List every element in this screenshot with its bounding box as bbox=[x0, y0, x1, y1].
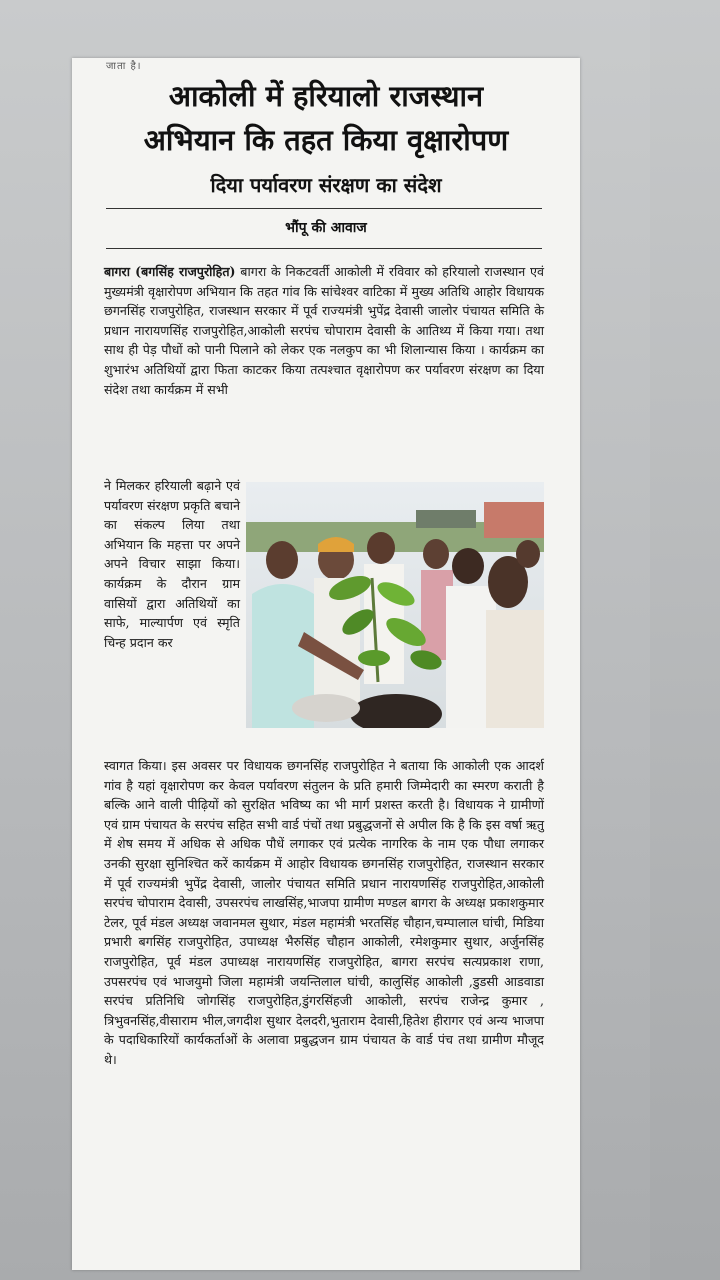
byline: भौंपू की आवाज bbox=[285, 220, 367, 236]
headline-line-2: अभियान कि तहत किया वृक्षारोपण bbox=[143, 123, 509, 157]
newspaper-clipping bbox=[72, 58, 580, 1270]
article-paragraph-1 bbox=[104, 262, 544, 399]
plantation-photo bbox=[246, 482, 544, 728]
paragraph-1-text: बागरा के निकटवर्ती आकोली में रविवार को हरियालो राजस्थान एवं मुख्यमंत्री वृक्षारोपण अभियान कि तहत गांव कि सांचेश्वर वाटिका में मुख्य अतिथि आहोर विधायक छगनसिंह राजपुरोहित, राजस्थान सरकार में पूर्व राज्यमंत्री भुपेंद्र देवासी जालोर पंचायत समिति के प्रधान नारायणसिंह राजपुरोहित,आकोली सरपंच चोपाराम देवासी के आतिथ्य में किया गया। तथा साथ ही पेड़ पौधों को पानी पिलाने को लेकर एक नलकुप का भी शिलान्यास किया । कार्यक्रम का शुभारंभ अतिथियों द्वारा फिता काटकर किया तत्पश्चात वृक्षारोपण कर पर्यावरण संरक्षण का दिया संदेश तथा कार्यक्रम में सभी bbox=[104, 264, 544, 397]
article-paragraph-3: स्वागत किया। इस अवसर पर विधायक छगनसिंह राजपुरोहित ने बताया कि आकोली एक आदर्श गांव है यहां वृक्षारोपण कर केवल पर्यावरण संतुलन के प्रति हमारी जिम्मेदारी का स्मरण कराती है बल्कि आने वाली पीढ़ियों को सुरक्षित भविष्य का भी मार्ग प्रशस्त करती है। विधायक ने ग्रामीणों एवं ग्राम पंचायत के सरपंच सहित सभी वार्ड पंचों तथा प्रबुद्धजनों से अपील कि है कि इस वर्षा ऋतु में शेष समय में अधिक से अधिक पौधें लगाकर एवं प्रत्येक नागरिक के नाम एक पौधा लगाकर उनकी सुरक्षा सुनिश्चित करें कार्यक्रम में आहोर विधायक छगनसिंह राजपुरोहित, राजस्थान सरकार में पूर्व राज्यमंत्री भुपेंद्र देवासी, जालोर पंचायत समिति प्रधान नारायणसिंह राजपुरोहित,आकोली सरपंच चोपाराम देवासी, उपसरपंच लाखसिंह,भाजपा ग्रामीण मण्डल बागरा के अध्यक्ष प्रकाशकुमार टेलर, पूर्व मंडल अध्यक्ष जवानमल सुथार, मंडल महामंत्री भरतसिंह चौहान,चम्पालाल घांची, मिडिया प्रभारी बगसिंह राजपुरोहित, उपाध्यक्ष भैरुसिंह चौहान आकोली, रमेशकुमार सुथार, अर्जुनसिंह राजपुरोहित, पूर्व मंडल उपाध्यक्ष नारायणसिंह राजपुरोहित, बागरा सरपंच सत्यप्रकाश राणा, उपसरपंच एवं भाजयुमो जिला महामंत्री जयन्तिलाल घांची, कालुसिंह आकोली ,डुडसी आडवाडा सरपंच प्रतिनिधि जोगसिंह राजपुरोहित,डुंगरसिंहजी आकोली, सरपंच राजेन्द्र कुमार , त्रिभुवनसिंह,वीसाराम भील,जगदीश सुथार देलदरी,भुताराम देवासी,हितेश हीरागर एवं अन्य भाजपा के पदाधिकारियों कार्यकर्ताओं के अलावा प्रबुद्धजन ग्राम पंचायत के वार्ड पंच तथा ग्रामीण मौजूद थे। bbox=[104, 758, 544, 1067]
right-margin-strip bbox=[650, 0, 720, 1280]
article-paragraph-2: ने मिलकर हरियाली बढ़ाने एवं पर्यावरण संरक्षण प्रकृति बचाने का संकल्प लिया तथा अभियान कि महत्ता पर अपने अपने विचार साझा किया। कार्यक्रम के दौरान ग्राम वासियों द्वारा अतिथियों का साफे, माल्यार्पण एवं स्मृति चिन्ह प्रदान कर bbox=[104, 478, 240, 650]
cut-top-text: जाता है। bbox=[106, 61, 142, 72]
headline-line-1: आकोली में हरियालो राजस्थान bbox=[168, 79, 484, 113]
dateline: बागरा (बगसिंह राजपुरोहित) bbox=[104, 264, 236, 279]
subheadline: दिया पर्यावरण संरक्षण का संदेश bbox=[210, 173, 442, 197]
divider-bottom bbox=[106, 248, 542, 249]
divider-top bbox=[106, 208, 542, 209]
